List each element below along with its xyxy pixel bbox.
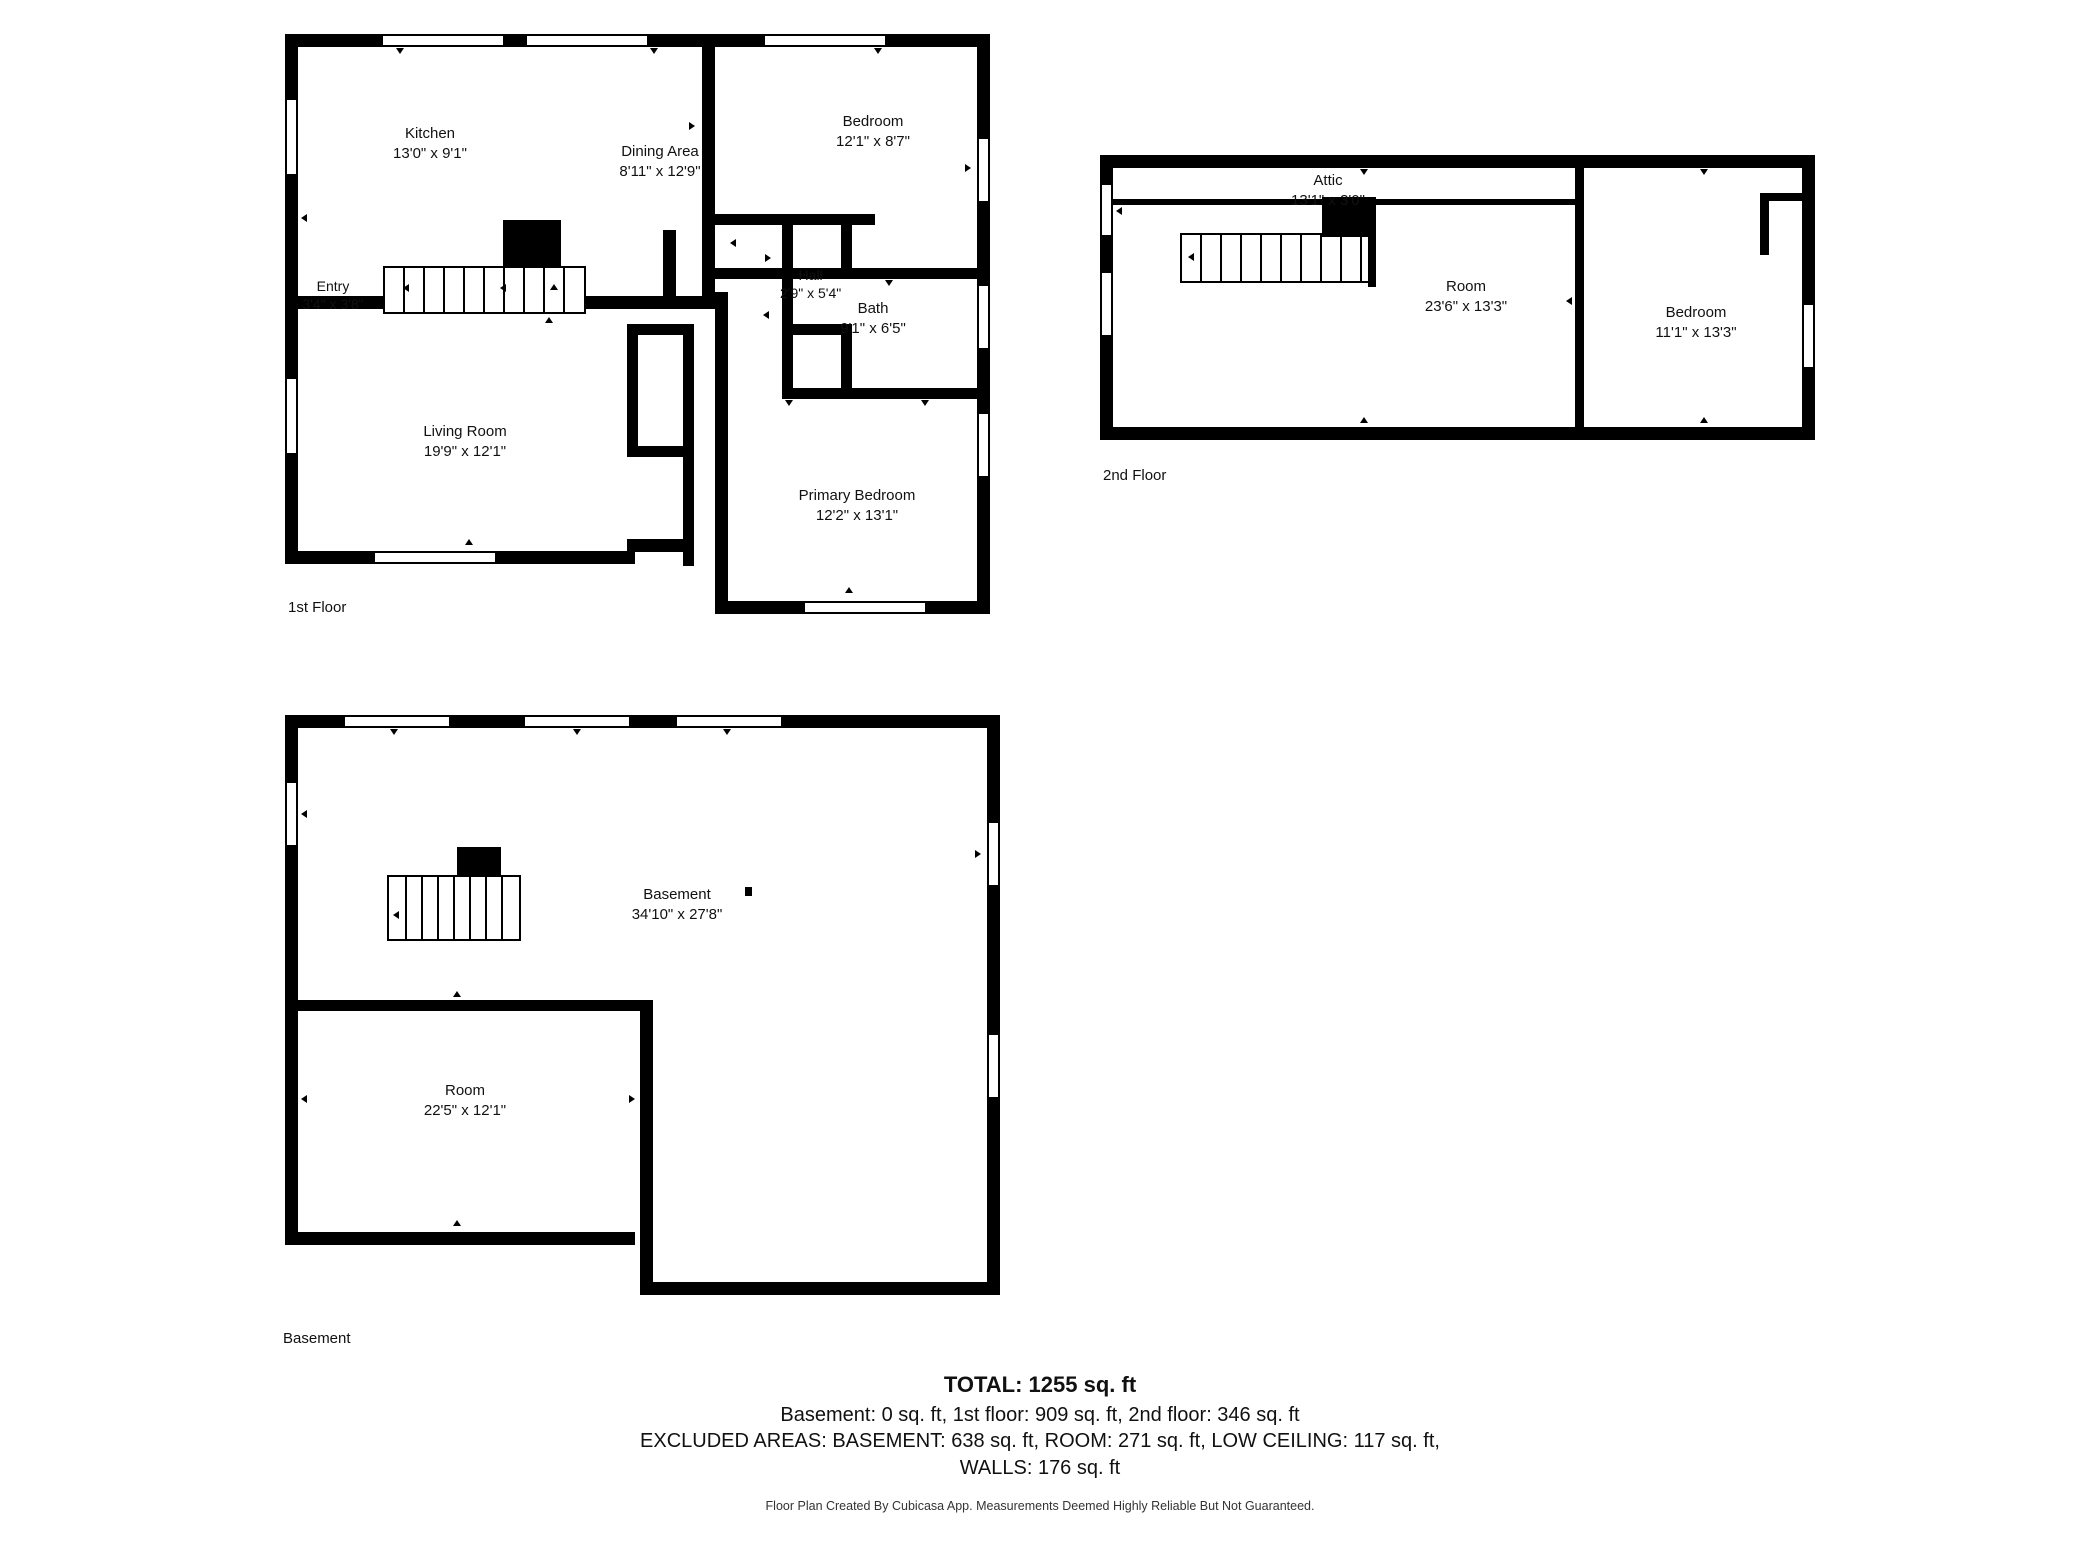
direction-marker (763, 311, 769, 319)
excluded-areas-line-1: EXCLUDED AREAS: BASEMENT: 638 sq. ft, ROOM: 271 sq. ft, LOW CEILING: 117 sq. ft, (640, 1430, 1440, 1453)
direction-marker (465, 539, 473, 545)
window (285, 379, 298, 453)
wall (653, 1282, 1000, 1295)
direction-marker (1116, 207, 1122, 215)
wall (1802, 155, 1815, 440)
staircase (387, 875, 521, 941)
attribution-note: Floor Plan Created By Cubicasa App. Measurements Deemed Highly Reliable But Not Guaranteed. (765, 1499, 1315, 1514)
direction-marker (301, 810, 307, 818)
floorplan-2nd-floor (1100, 155, 1820, 495)
window (345, 715, 449, 728)
room-label-room-basement: Room 22'5" x 12'1" (423, 1082, 507, 1119)
window (987, 1035, 1000, 1097)
window (987, 823, 1000, 885)
wall (663, 230, 676, 306)
direction-marker (403, 284, 409, 292)
wall (1100, 427, 1815, 440)
direction-marker (1700, 417, 1708, 423)
window (1100, 185, 1113, 235)
direction-marker (1700, 169, 1708, 175)
direction-marker (500, 284, 506, 292)
room-label-kitchen: Kitchen 13'0" x 9'1" (393, 125, 467, 162)
floor-caption-1st: 1st Floor (288, 599, 347, 616)
direction-marker (975, 850, 981, 858)
staircase (383, 266, 586, 314)
room-label-living-room: Living Room 19'9" x 12'1" (423, 423, 507, 460)
direction-marker (1188, 253, 1194, 261)
room-label-primary-bedroom: Primary Bedroom 12'2" x 13'1" (798, 487, 916, 524)
wall (702, 34, 715, 304)
room-label-hall: Hall 2'9" x 5'4" (780, 267, 842, 302)
room-label-basement: Basement 34'10" x 27'8" (631, 886, 723, 923)
direction-marker (845, 587, 853, 593)
room-label-bedroom-2nd: Bedroom 11'1" x 13'3" (1655, 304, 1737, 341)
summary-block (0, 1372, 2080, 1513)
floorplan-1st-floor (285, 34, 1005, 654)
window (977, 286, 990, 348)
direction-marker (393, 911, 399, 919)
wall (782, 388, 987, 399)
floor-caption-2nd: 2nd Floor (1103, 467, 1167, 484)
direction-marker (301, 214, 307, 222)
wall (285, 1232, 635, 1245)
window (1802, 305, 1815, 367)
wall (640, 1005, 653, 1295)
direction-marker (1360, 417, 1368, 423)
window (677, 715, 781, 728)
direction-marker (689, 122, 695, 130)
direction-marker (1566, 297, 1572, 305)
wall (1760, 193, 1769, 255)
window (765, 34, 885, 47)
window (805, 601, 925, 614)
window (527, 34, 647, 47)
wall (1760, 193, 1802, 201)
floor-caption-basement: Basement (283, 1330, 351, 1347)
wall (1575, 155, 1584, 440)
direction-marker (715, 319, 721, 327)
wall (987, 715, 1000, 1295)
direction-marker (453, 1220, 461, 1226)
direction-marker (965, 164, 971, 172)
direction-marker (723, 729, 731, 735)
direction-marker (885, 280, 893, 286)
direction-marker (629, 1095, 635, 1103)
direction-marker (573, 729, 581, 735)
direction-marker (301, 1095, 307, 1103)
floor-breakdown: Basement: 0 sq. ft, 1st floor: 909 sq. ft, 2nd floor: 346 sq. ft (780, 1404, 1300, 1426)
direction-marker (765, 254, 771, 262)
floorplan-basement (283, 715, 1005, 1347)
room-label-entry: Entry 3'4" x 3'8" (302, 278, 364, 313)
room-label-bedroom: Bedroom 12'1" x 8'7" (836, 113, 910, 150)
window (525, 715, 629, 728)
floor-marker (745, 887, 752, 896)
direction-marker (785, 400, 793, 406)
window (285, 100, 298, 174)
window (977, 139, 990, 201)
direction-marker (730, 239, 736, 247)
excluded-areas-line-2: WALLS: 176 sq. ft (959, 1456, 1121, 1479)
wall (683, 324, 694, 434)
wall (1100, 155, 1815, 168)
wall (285, 1000, 653, 1011)
direction-marker (650, 48, 658, 54)
window (375, 551, 495, 564)
stair-landing (503, 220, 561, 268)
wall (782, 214, 793, 272)
window (977, 414, 990, 476)
direction-marker (390, 729, 398, 735)
wall (1368, 197, 1376, 287)
room-label-dining-area: Dining Area 8'11" x 12'9" (619, 143, 701, 180)
total-sqft: TOTAL: 1255 sq. ft (943, 1372, 1137, 1397)
direction-marker (453, 991, 461, 997)
direction-marker (550, 284, 558, 290)
wall (627, 324, 638, 457)
staircase (1180, 233, 1376, 283)
room-label-attic: Attic 13'1" x 3'0" (1291, 172, 1365, 209)
direction-marker (921, 400, 929, 406)
window (285, 783, 298, 845)
room-label-bath: Bath 9'1" x 6'5" (840, 300, 906, 337)
wall (715, 294, 728, 614)
direction-marker (545, 317, 553, 323)
wall (841, 214, 852, 272)
room-label-room-2nd: Room 23'6" x 13'3" (1424, 278, 1508, 315)
window (1100, 273, 1113, 335)
wall (715, 268, 985, 279)
window (383, 34, 503, 47)
stair-landing (457, 847, 501, 877)
direction-marker (874, 48, 882, 54)
direction-marker (396, 48, 404, 54)
wall (683, 551, 694, 565)
